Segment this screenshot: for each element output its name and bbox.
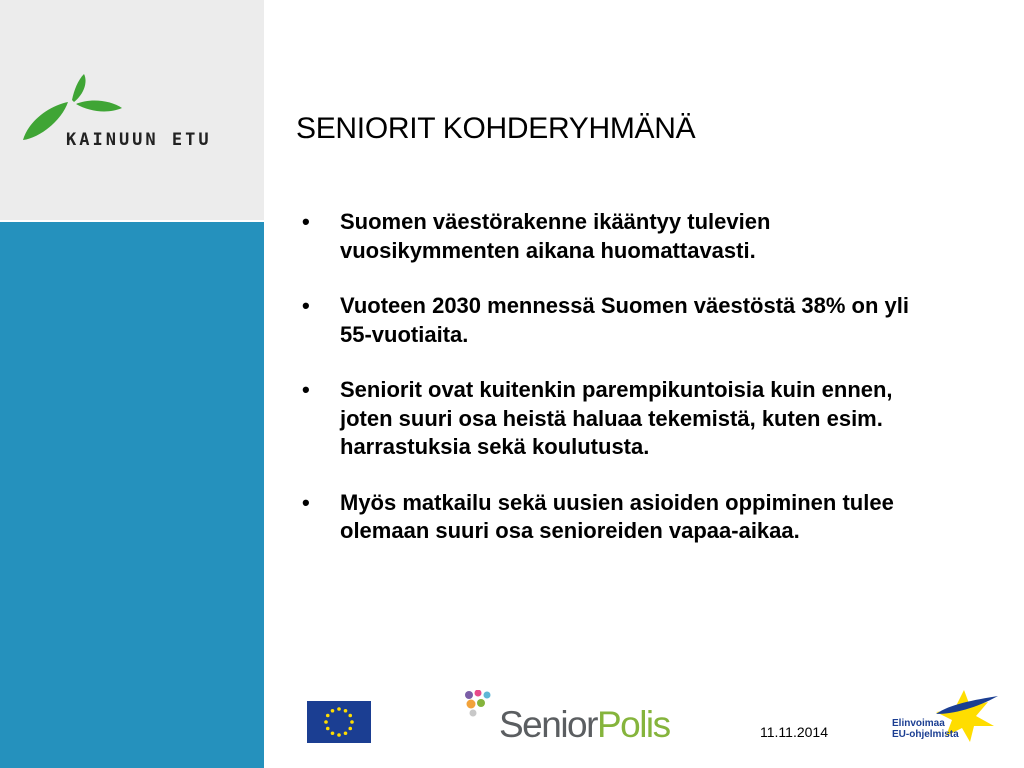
senior-polis-part1: Senior	[499, 704, 597, 745]
bullet-text: Suomen väestörakenne ikääntyy tulevien vuosikymmenten aikana huomattavasti.	[340, 209, 771, 263]
eu-star	[344, 709, 348, 713]
elinvoimaa-logo	[890, 690, 1000, 745]
senior-polis-logo	[463, 690, 683, 750]
eu-star	[344, 731, 348, 735]
bullet-text: Seniorit ovat kuitenkin parempikuntoisia kuin ennen, joten suuri osa heistä haluaa tekemistä, kuten esim. harrastuksia sekä koulutusta.	[340, 377, 893, 459]
bullet-text: Myös matkailu sekä uusien asioiden oppiminen tulee olemaan suuri osa senioreiden vapaa-aikaa.	[340, 489, 894, 543]
eu-star	[348, 727, 352, 731]
bullet-dot: •	[302, 489, 310, 515]
elinvoimaa-text	[892, 718, 959, 740]
bullet-item	[296, 292, 916, 349]
senior-polis-wordmark	[499, 704, 670, 746]
eu-star	[337, 733, 341, 737]
bullet-list	[296, 208, 916, 573]
kainuun-etu-logo	[18, 72, 250, 162]
eu-star	[326, 727, 330, 731]
colored-dots-icon	[463, 690, 503, 730]
bullet-item	[296, 489, 916, 546]
slide-title: SENIORIT KOHDERYHMÄNÄ	[296, 112, 696, 145]
eu-star	[331, 731, 335, 735]
logo-text: KAINUUN ETU	[66, 130, 212, 150]
bullet-text: Vuoteen 2030 mennessä Suomen väestöstä 38% on yli 55-vuotiaita.	[340, 293, 909, 347]
bullet-dot: •	[302, 293, 310, 318]
eu-star	[350, 720, 354, 724]
eu-star	[348, 714, 352, 718]
footer-date: 11.11.2014	[760, 724, 828, 740]
eu-flag-icon	[307, 701, 371, 743]
eu-star	[324, 720, 328, 724]
sidebar-blue-panel	[0, 222, 264, 768]
elinvoimaa-line2: EU-ohjelmista	[892, 729, 959, 740]
bullet-dot: •	[302, 377, 310, 402]
bullet-dot: •	[302, 209, 310, 234]
elinvoimaa-line1: Elinvoimaa	[892, 718, 945, 729]
bullet-item	[296, 376, 916, 462]
senior-polis-part2: Polis	[596, 704, 670, 745]
eu-star	[337, 707, 341, 711]
eu-star	[326, 714, 330, 718]
bullet-item	[296, 208, 916, 265]
eu-star	[331, 709, 335, 713]
